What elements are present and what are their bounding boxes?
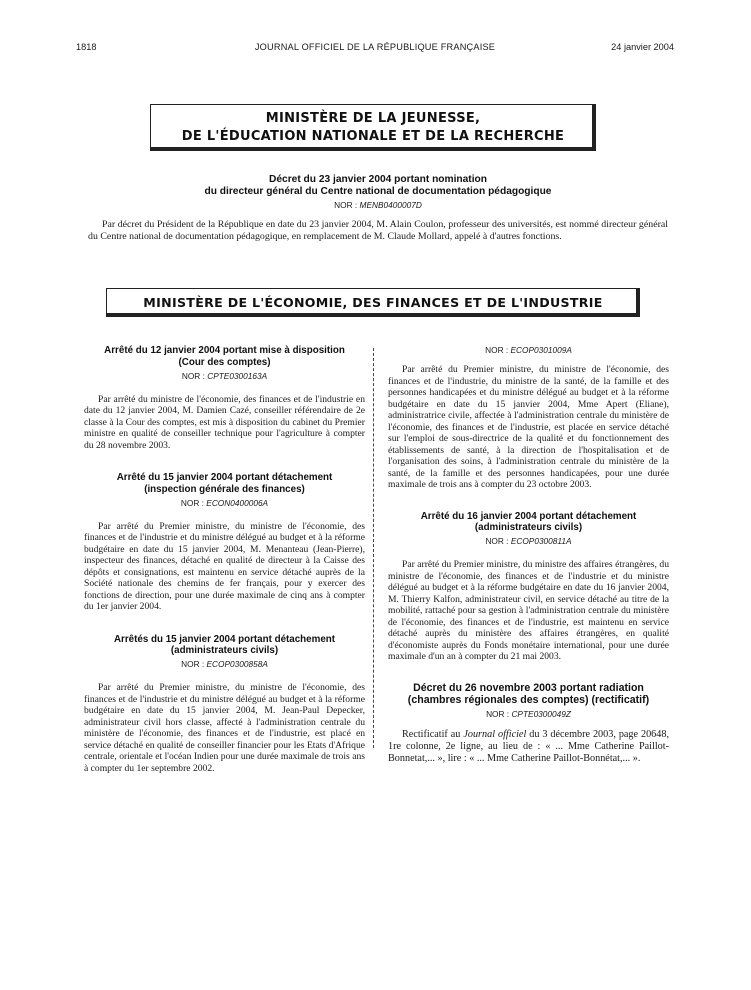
arrete-body: Par arrêté du ministre de l'économie, des finances et de l'industrie en date du 12 janvier 2004, M. Damien Cazé, conseiller référendaire de 2e classe à la Cour des comptes, est mis à disposition du cabinet du Premier ministre en qualité de conseiller technique pour l'agriculture à compter du 28 novembre 2003.: [84, 393, 365, 451]
left-column: [84, 345, 365, 774]
nor-reference: NOR : ECOP0301009A: [485, 345, 572, 355]
rectificatif-body: Rectificatif au Journal officiel du 3 décembre 2003, page 20648, 1re colonne, 2e ligne, au lieu de : « ... Mme Catherine Paillot-Bonnetat,... », lire : « ... Mme Catherine Paillot-Bonnétat,... ».: [388, 728, 670, 765]
arrete-mise-a-disposition: [84, 345, 365, 451]
decree-body: Par décret du Président de la République en date du 23 janvier 2004, M. Alain Coulon, professeur des universités, est nommé directeur général du Centre national de documentation pédagogique, en remplacement de M. Claude Mollard, appelé à d'autres fonctions.: [88, 219, 668, 243]
nor-reference: NOR : MENB0400007D: [334, 200, 422, 211]
page-number: 1818: [76, 42, 97, 52]
decree-title: Décret du 23 janvier 2004 portant nomination du directeur général du Centre national de documentation pédagogique: [204, 174, 552, 198]
arrete-detachement-igf: [84, 472, 365, 613]
arrete-title: Arrêté du 16 janvier 2004 portant détachement (administrateurs civils): [420, 510, 637, 534]
arrete-apert: [388, 345, 669, 491]
nor-reference: NOR : ECOP0300811A: [485, 536, 572, 546]
arrete-body: Par arrêté du Premier ministre, du ministre de l'économie, des finances et de l'industrie, du ministre de la santé, de la famille et des personnes handicapées et du ministre délégué au budget et à la réforme budgétaire en date du 15 janvier 2004, Mme Apert (Eliane), administratrice civile, affectée à l'administration centrale du ministère de l'économie, des finances et de l'industrie, est placée en service détaché sur l'emploi de sous-directrice de la qualité et du fonctionnement des établissements de santé, à la direction de l'hospitalisation et de l'organisation des soins, à l'administration centrale du ministère de la santé, de la famille et des personnes handicapées, pour une durée maximale de trois ans à compter du 23 octobre 2003.: [388, 364, 669, 490]
arrete-body: Par arrêté du Premier ministre, du ministre de l'économie, des finances et de l'industrie et du ministre délégué au budget et à la réforme budgétaire en date du 15 janvier 2004, M. Jean-Paul Depecker, administrateur civil hors classe, affecté à l'administration centrale du ministère de l'économie, des finances et de l'industrie, est placé en service détaché en qualité de conseiller financier pour les Etats d'Afrique centrale, orientale et l'océan Indien pour une durée maximale de trois ans à compter du 1er septembre 2002.: [84, 682, 365, 774]
nor-reference: NOR : CPTE0300049Z: [486, 708, 571, 719]
running-header: [76, 42, 674, 56]
ministry-title-line2: DE L'ÉDUCATION NATIONALE ET DE LA RECHERCHE: [181, 129, 565, 144]
decret-radiation-rectificatif: [388, 682, 669, 766]
ministry-box-education: [150, 104, 596, 151]
arretes-detachement-admin-civils: [84, 634, 365, 775]
right-column: [388, 345, 669, 766]
journal-title: JOURNAL OFFICIEL DE LA RÉPUBLIQUE FRANÇAISE: [254, 42, 496, 52]
nor-reference: NOR : ECON0400006A: [180, 497, 269, 508]
issue-date: 24 janvier 2004: [611, 42, 674, 52]
column-divider: [373, 348, 374, 748]
decree-nomination: [88, 174, 668, 243]
arrete-body: Par arrêté du Premier ministre, du ministre de l'économie, des finances et de l'industrie et du ministre délégué au budget et à la réforme budgétaire en date du 15 janvier 2004, M. Menanteau (Jean-Pierre), inspecteur des finances, détaché en qualité de directeur à la Caisse des dépôts et consignations, est maintenu en service détaché auprès de la Société nationale des chemins de fer français, pour y exercer des fonctions de direction, pour une durée maximale de cinq ans à compter du 1er janvier 2004.: [84, 520, 365, 612]
arrete-detachement-kalfon: [388, 511, 669, 663]
arrete-title: Arrêtés du 15 janvier 2004 portant détachement (administrateurs civils): [113, 633, 336, 657]
decree-title: Décret du 26 novembre 2003 portant radiation (chambres régionales des comptes) (rectificatif): [407, 681, 650, 707]
ministry-title-line1: MINISTÈRE DE LA JEUNESSE,: [265, 111, 481, 126]
arrete-title: Arrêté du 12 janvier 2004 portant mise à disposition (Cour des comptes): [104, 345, 345, 368]
nor-reference: NOR : CPTE0300163A: [181, 370, 268, 381]
nor-reference: NOR : ECOP0300858A: [181, 659, 268, 669]
arrete-title: Arrêté du 15 janvier 2004 portant détachement (inspection générale des finances): [116, 472, 333, 495]
ministry-box-economy: [106, 288, 640, 317]
ministry-title: MINISTÈRE DE L'ÉCONOMIE, DES FINANCES ET DE L'INDUSTRIE: [143, 295, 603, 310]
arrete-body: Par arrêté du Premier ministre, du ministre des affaires étrangères, du ministre de l'économie, des finances et de l'industrie et du ministre délégué au budget et à la réforme budgétaire en date du 16 janvier 2004, M. Thierry Kalfon, administrateur civil, en service détaché au titre de la mobilité, rattaché pour sa gestion à l'administration centrale du ministère de l'économie, des finances et de l'industrie, est maintenu en service détaché auprès du ministère des affaires étrangères, en qualité d'économiste auprès du Fonds monétaire international, pour une durée maximale d'un an à compter du 21 mai 2003.: [388, 559, 669, 662]
